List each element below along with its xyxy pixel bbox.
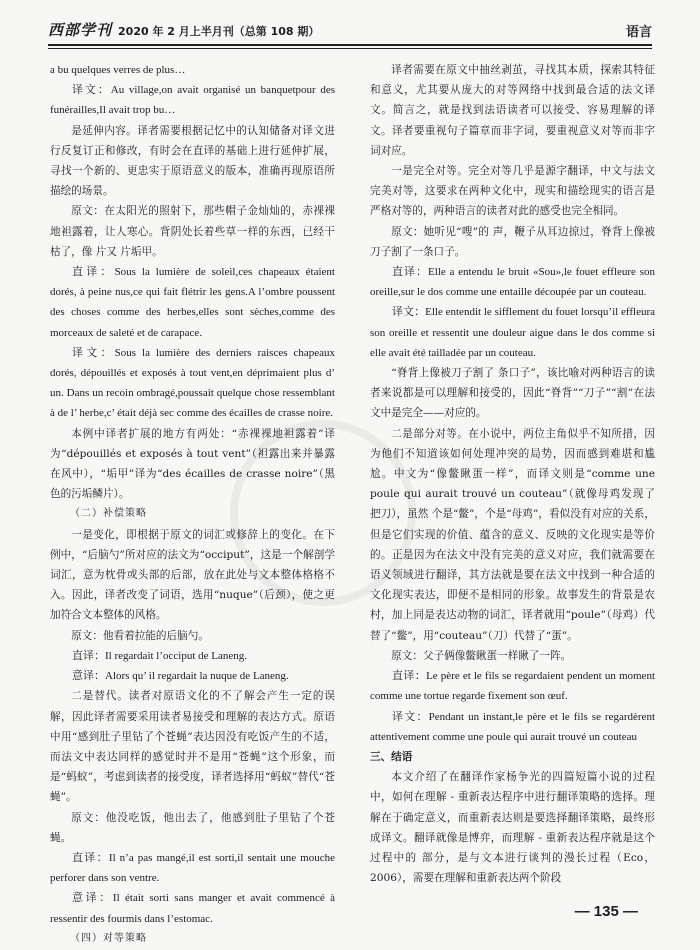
- left-paragraph: 译文：Au village,on avait organisé un banquetpour des funérailles,Il avait trop bu…: [50, 84, 335, 117]
- right-column: [370, 60, 655, 888]
- right-paragraph: 直译：Elle a entendu le bruit «Sou»,le fouet effleure son oreille,sur le dos comme une entaille découpée par un couteau.: [370, 266, 655, 299]
- left-paragraph: 是延伸内容。译者需要根据记忆中的认知储备对译文进行反复订正和修改，有时会在直译的基础上进行延伸扩展，寻找一个新的、更忠实于原语意义的版本，准确再现原语所描绘的场景。: [50, 124, 335, 198]
- left-paragraph: 意译：Alors qu’ il regardait la nuque de Laneng.: [72, 670, 289, 683]
- left-paragraph: 原文：在太阳光的照射下，那些帽子金灿灿的，赤裸裸地袒露着，让人寒心。背阴处长着些草一样的东西，已经干枯了，像 片又 片垢甲。: [50, 205, 335, 258]
- left-paragraph: 二是替代。读者对原语文化的不了解会产生一定的误解，因此译者需要采用读者易接受和理解的表达方式。原语中用“感到肚子里钻了个苍蝇”表达因没有吃饭产生的不适，而法文中表达同样的感觉时并不是用“苍蝇”这个形象，而是“蚂蚁”，考虑到读者的接受度，译者选择用“蚂蚁”替代“苍蝇”。: [50, 690, 335, 804]
- header-rule-thin: [48, 48, 652, 49]
- left-paragraph: （二）补偿策略: [70, 508, 147, 520]
- right-paragraph: “脊背上像被刀子割了 条口子”，该比喻对两种语言的读者来说都是可以理解和接受的，因此“脊背”“刀子”“割”在法文中是完全——对应的。: [370, 367, 655, 420]
- right-paragraph: 三、结语: [370, 750, 413, 763]
- left-paragraph: 直译：Sous la lumière de soleil,ces chapeaux étaient dorés, à peine nus,ce qui fait flétrir les gens.A l’ombre poussent des choses comme des herbes,elles sont sèches,comme des morceaux de saleté et de carapace.: [50, 266, 335, 339]
- left-paragraph: 意译：Il était sorti sans manger et avait commencé à ressentir des fourmis dans l’estomac.: [50, 892, 335, 925]
- right-paragraph: 直译：Le père et le fils se regardaient pendent un moment comme une tortue regarde fixement son œuf.: [370, 670, 655, 703]
- page-number: — 135 —: [574, 903, 638, 920]
- page-header: [48, 18, 652, 40]
- header-left: [48, 19, 319, 40]
- section-name: 语言: [625, 25, 652, 40]
- left-paragraph: a bu quelques verres de plus…: [50, 64, 186, 76]
- left-paragraph: （四）对等策略: [70, 932, 147, 944]
- left-paragraph: 一是变化，即根据于原文的词汇或修辞上的变化。在下例中，“后脑勺”所对应的法文为“occiput”，这是一个解剖学词汇，意为枕骨或头部的后部，放在此处与文本整体格格不入。因此，译者改变了词语，选用“nuque”（后颈），使之更加符合文本整体的风格。: [50, 528, 335, 622]
- left-paragraph: 直译：Il n’a pas mangé,il est sorti,il sentait une mouche perforer dans son ventre.: [50, 851, 335, 885]
- left-paragraph: 原文：他看着拉能的后脑勺。: [71, 629, 209, 642]
- right-paragraph: 本文介绍了在翻译作家杨争光的四篇短篇小说的过程中，如何在理解 - 重新表达程序中进行翻译策略的选择。理解在于确定意义，而重新表达则是要选择翻译策略，最终形成译文。翻译就像是博弈，而理解 - 重新表达程序就是这个过程中的 部分，是与文本进行谈判的漫长过程（Eco，2006），需要在理解和重新表达两个阶段: [370, 771, 655, 885]
- right-paragraph: 译文：Elle entendit le sifflement du fouet lorsqu’il effleura son oreille et ressentit une douleur aigue dans le dos comme si elle avait été tailladée par un couteau.: [370, 306, 655, 359]
- journal-name: 西部学刊: [48, 21, 113, 39]
- issue-info: 2020 年 2 月上半月刊（总第 108 期）: [118, 25, 320, 38]
- right-paragraph: 译文：Pendant un instant,le père et le fils se regardèrent attentivement comme une poule qui aurait trouvé un couteau: [370, 710, 655, 743]
- right-paragraph: 译者需要在原文中抽丝剥茧，寻找其本质，探索其特征和意义，尤其要从庞大的对等网络中找到最合适的法文译文。简言之，就是找到法语读者可以接受、容易理解的译文。译者要重视句子篇章而非字词，要重视意义对等而非字词对应。: [370, 64, 655, 157]
- right-paragraph: 二是部分对等。在小说中，两位主角似乎不知所措，因为他们不知道该如何处理冲突的局势，因而感到难堪和尴尬。中文为“像鳖瞅蛋一样”，而译文则是“comme une poule qui aurait trouvé un couteau”（就像母鸡发现了 把刀），虽然 个是“鳖”，个是“母鸡”，看似没有对应的关系，但是它们实现的价值、蕴含的意义、反映的文化现实是等价的。正是因为在法文中没有完美的意义对应，我们就需要在语义领域进行翻译，其方法就是要在法文中找到一种合适的文化现实表达，即便不是相同的形象。故事发生的背景是农村，加上同是表达动物的词汇，译者就用“poule”（母鸡）代替了“鳖”，用“couteau”（刀）代替了“蛋”。: [370, 427, 655, 642]
- left-paragraph: 译文：Sous la lumière des derniers raisces chapeaux dorés, dépouillés et exposés à tout vent,en déprimaient plus d’ un. Dans un recoin ombragé,poussait quelque chose ressemblant à de l’ herbe,c’ était déjà sec comme des écailles de crasse noire.: [50, 346, 335, 420]
- right-paragraph: 原文：她听见“嗖”的 声，鞭子从耳边掠过，脊背上像被刀子割了一条口子。: [370, 225, 655, 258]
- right-paragraph: 原文：父子俩像鳖瞅蛋一样瞅了一阵。: [391, 649, 572, 662]
- left-paragraph: 原文：他没吃饭，他出去了，他感到肚子里钻了个苍蝇。: [50, 811, 335, 844]
- left-paragraph: 本例中译者扩展的地方有两处：“赤裸裸地袒露着”译为“dépouillés et exposés à tout vent”（袒露出来并暴露在风中），“垢甲”译为“des écailles de crasse noire”（黑色的污垢鳞片）。: [50, 427, 335, 501]
- left-column: [50, 60, 335, 949]
- header-rule-thick: [48, 44, 652, 46]
- left-paragraph: 直译：Il regardait l’occiput de Laneng.: [72, 649, 248, 662]
- right-paragraph: 一是完全对等。完全对等几乎是源字翻译，中文与法文完美对等，这要求在两种文化中，现实和描绘现实的语言是严格对等的，两种语言的读者对此的感受也完全相同。: [370, 165, 655, 218]
